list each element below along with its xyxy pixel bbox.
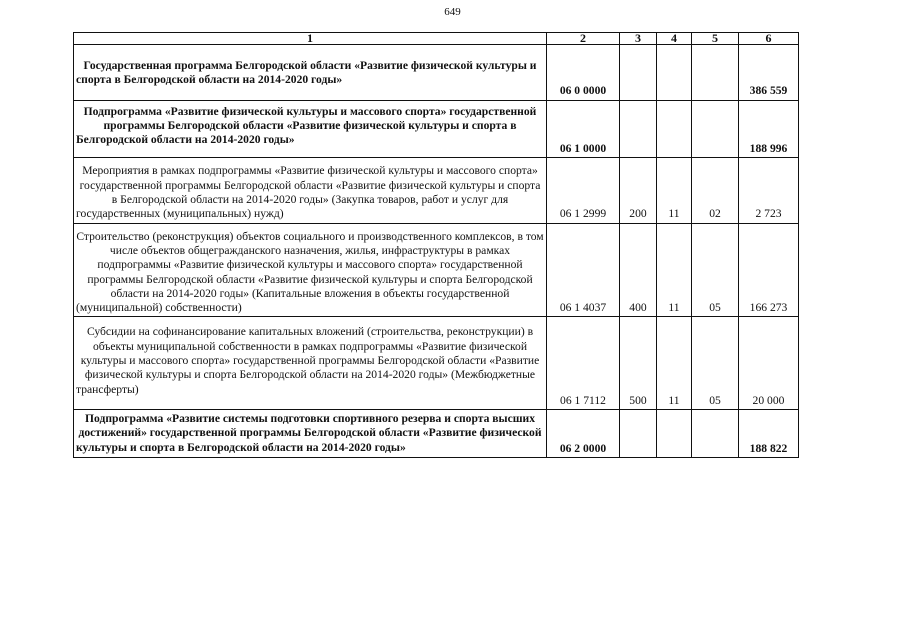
row-amount: 386 559 [739,45,799,101]
row-col4 [657,100,692,158]
table-row [74,100,799,158]
row-col5 [692,409,739,457]
column-header-3: 3 [620,33,657,45]
row-col4: 11 [657,317,692,409]
row-name: Подпрограмма «Развитие физической культуры и массового спорта» государственной программы Белгородской области «Развитие физической культуры и спорта в Белгородской области на 2014-2020 годы» [74,100,547,158]
row-name: Мероприятия в рамках подпрограммы «Развитие физической культуры и массового спорта» государственной программы Белгородской области «Развитие физической культуры и спорта в Белгородской области на 2014-2020 годы» (Закупка товаров, работ и услуг для государственных (муниципальных) нужд) [74,158,547,223]
row-code: 06 2 0000 [547,409,620,457]
column-header-4: 4 [657,33,692,45]
row-amount: 188 996 [739,100,799,158]
row-col5: 02 [692,158,739,223]
column-header-6: 6 [739,33,799,45]
row-code: 06 1 4037 [547,223,620,317]
row-col3: 400 [620,223,657,317]
table-row [74,409,799,457]
row-col3: 500 [620,317,657,409]
table-header-row [74,33,799,45]
row-amount: 188 822 [739,409,799,457]
row-amount: 20 000 [739,317,799,409]
row-code: 06 1 7112 [547,317,620,409]
row-amount: 166 273 [739,223,799,317]
row-name: Субсидии на софинансирование капитальных вложений (строительства, реконструкции) в объекты муниципальной собственности в рамках подпрограммы «Развитие физической культуры и массового спорта» государственной программы Белгородской области «Развитие физической культуры и спорта Белгородской области на 2014-2020 годы» (Межбюджетные трансферты) [74,317,547,409]
row-code: 06 0 0000 [547,45,620,101]
row-col5 [692,100,739,158]
table-row [74,223,799,317]
row-col4 [657,409,692,457]
row-code: 06 1 0000 [547,100,620,158]
table-row [74,158,799,223]
row-col4: 11 [657,223,692,317]
row-code: 06 1 2999 [547,158,620,223]
row-name: Государственная программа Белгородской области «Развитие физической культуры и спорта в Белгородской области на 2014-2020 годы» [74,45,547,101]
row-name: Строительство (реконструкция) объектов социального и производственного комплексов, в том числе объектов общегражданского назначения, жилья, инфраструктуры в рамках подпрограммы «Развитие физической культуры и массового спорта» государственной программы Белгородской области «Развитие физической культуры и спорта Белгородской области на 2014-2020 годы» (Капитальные вложения в объекты государственной (муниципальной) собственности) [74,223,547,317]
row-name: Подпрограмма «Развитие системы подготовки спортивного резерва и спорта высших достижений» государственной программы Белгородской области «Развитие физической культуры и спорта в Белгородской области на 2014-2020 годы» [74,409,547,457]
row-col5: 05 [692,317,739,409]
column-header-5: 5 [692,33,739,45]
table-row [74,45,799,101]
row-amount: 2 723 [739,158,799,223]
row-col3: 200 [620,158,657,223]
row-col4: 11 [657,158,692,223]
column-header-1: 1 [74,33,547,45]
table-row [74,317,799,409]
row-col3 [620,100,657,158]
row-col4 [657,45,692,101]
page-number: 649 [444,6,461,18]
row-col3 [620,409,657,457]
row-col5 [692,45,739,101]
budget-table [73,32,799,458]
row-col5: 05 [692,223,739,317]
column-header-2: 2 [547,33,620,45]
row-col3 [620,45,657,101]
